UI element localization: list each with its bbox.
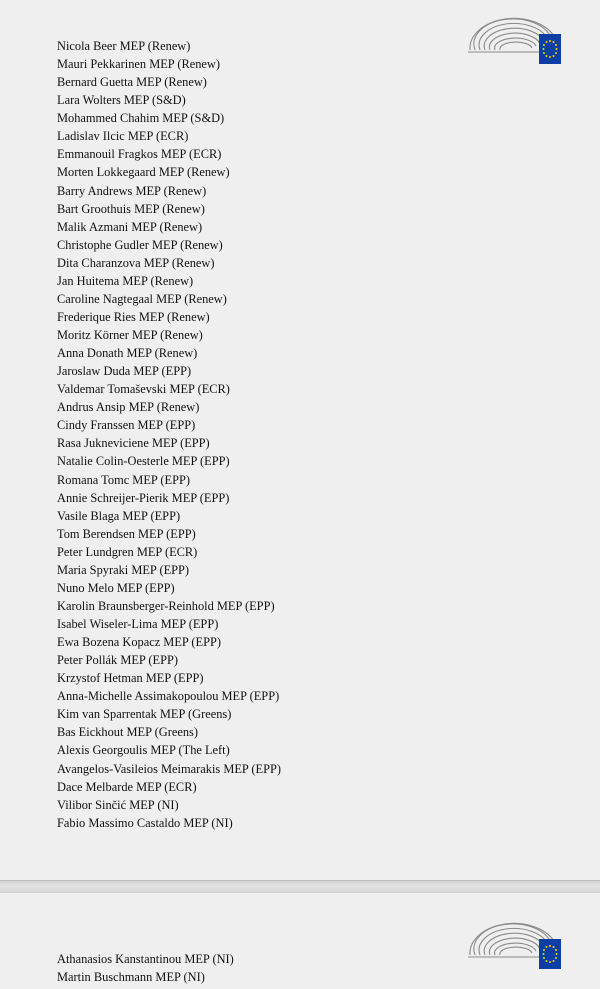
list-item: Lara Wolters MEP (S&D)	[57, 93, 186, 108]
list-item: Annie Schreijer-Pierik MEP (EPP)	[57, 490, 230, 505]
list-item: Mohammed Chahim MEP (S&D)	[57, 111, 225, 126]
list-item: Malik Azmani MEP (Renew)	[57, 219, 203, 234]
list-item: Anna-Michelle Assimakopoulou MEP (EPP)	[57, 689, 280, 704]
list-item: Avangelos-Vasileios Meimarakis MEP (EPP)	[57, 761, 282, 776]
member-list	[57, 37, 281, 832]
list-item: Natalie Colin-Oesterle MEP (EPP)	[57, 454, 230, 469]
list-item: Bernard Guetta MEP (Renew)	[57, 75, 207, 90]
list-item: Frederique Ries MEP (Renew)	[57, 309, 210, 324]
european-parliament-logo-icon	[466, 12, 562, 68]
list-item: Krzystof Hetman MEP (EPP)	[57, 671, 204, 686]
list-item: Isabel Wiseler-Lima MEP (EPP)	[57, 617, 219, 631]
list-item: Anna Donath MEP (Renew)	[57, 346, 198, 361]
list-item: Alexis Georgoulis MEP (The Left)	[57, 743, 230, 758]
list-item: Ladislav Ilcic MEP (ECR)	[57, 129, 189, 144]
list-item: Morten Lokkegaard MEP (Renew)	[57, 165, 230, 180]
member-list	[57, 950, 234, 986]
list-item: Vasile Blaga MEP (EPP)	[57, 508, 181, 523]
list-item: Nuno Melo MEP (EPP)	[57, 580, 175, 595]
list-item: Moritz Körner MEP (Renew)	[57, 328, 203, 342]
list-item: Peter Pollák MEP (EPP)	[57, 653, 179, 668]
list-item: Romana Tomc MEP (EPP)	[57, 472, 191, 487]
list-item: Athanasios Kanstantinou MEP (NI)	[57, 952, 234, 966]
list-item: Christophe Gudler MEP (Renew)	[57, 237, 223, 252]
list-item: Emmanouil Fragkos MEP (ECR)	[57, 147, 222, 162]
list-item: Cindy Franssen MEP (EPP)	[57, 418, 196, 433]
list-item: Karolin Braunsberger-Reinhold MEP (EPP)	[57, 598, 275, 613]
list-item: Fabio Massimo Castaldo MEP (NI)	[57, 815, 233, 830]
list-item: Peter Lundgren MEP (ECR)	[57, 544, 198, 559]
list-item: Jan Huitema MEP (Renew)	[57, 273, 194, 288]
list-item: Bas Eickhout MEP (Greens)	[57, 725, 198, 740]
european-parliament-logo-icon	[466, 917, 562, 973]
list-item: Nicola Beer MEP (Renew)	[57, 39, 191, 53]
list-item: Vilibor Sinčić MEP (NI)	[57, 797, 179, 812]
list-item: Barry Andrews MEP (Renew)	[57, 183, 207, 198]
list-item: Kim van Sparrentak MEP (Greens)	[57, 707, 232, 722]
document-page-2	[0, 892, 600, 989]
list-item: Mauri Pekkarinen MEP (Renew)	[57, 57, 220, 72]
list-item: Rasa Jukneviciene MEP (EPP)	[57, 436, 210, 451]
list-item: Andrus Ansip MEP (Renew)	[57, 400, 200, 415]
list-item: Dita Charanzova MEP (Renew)	[57, 255, 215, 270]
list-item: Tom Berendsen MEP (EPP)	[57, 526, 196, 541]
list-item: Jaroslaw Duda MEP (EPP)	[57, 364, 192, 379]
list-item: Caroline Nagtegaal MEP (Renew)	[57, 291, 227, 306]
list-item: Bart Groothuis MEP (Renew)	[57, 201, 205, 216]
list-item: Maria Spyraki MEP (EPP)	[57, 562, 190, 577]
list-item: Valdemar Tomaševski MEP (ECR)	[57, 382, 230, 397]
list-item: Martin Buschmann MEP (NI)	[57, 970, 205, 985]
list-item: Ewa Bozena Kopacz MEP (EPP)	[57, 635, 222, 650]
list-item: Dace Melbarde MEP (ECR)	[57, 779, 197, 794]
